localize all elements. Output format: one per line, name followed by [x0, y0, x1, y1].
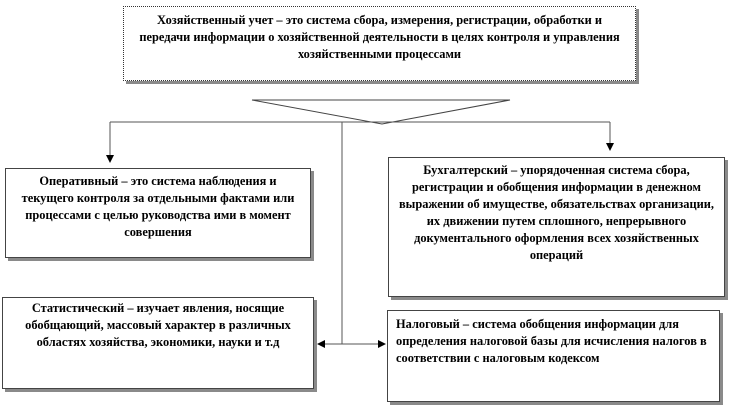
statistical-node: [2, 297, 314, 389]
root-node: [123, 6, 636, 81]
tax-node-text: Налоговый – система обобщения информации для определения налоговой базы для исчисления налогов в соответствии с налоговым кодексом: [396, 317, 707, 365]
statistical-node-text: Статистический – изучает явления, носящие обобщающий, массовый характер в различных областях хозяйства, экономики, науки и т.д: [25, 301, 291, 349]
root-node-text: Хозяйственный учет – это система сбора, измерения, регистрации, обработки и передачи информации о хозяйственной деятельности в целях контроля и управления хозяйственными процессами: [139, 13, 620, 61]
accounting-node: [388, 157, 725, 297]
funnel-shape: [252, 100, 510, 124]
accounting-node-text: Бухгалтерский – упорядоченная система сбора, регистрации и обобщения информации в денежном выражении об имуществе, обязательствах организации, их движении путем сплошного, непрерывного документального оформления всех хозяйственных операций: [398, 163, 714, 262]
tax-node: [387, 310, 720, 402]
operational-node-text: Оперативный – это система наблюдения и текущего контроля за отдельными фактами или процессами с целью руководства ими в момент совершения: [21, 174, 295, 239]
operational-node: [5, 168, 311, 258]
